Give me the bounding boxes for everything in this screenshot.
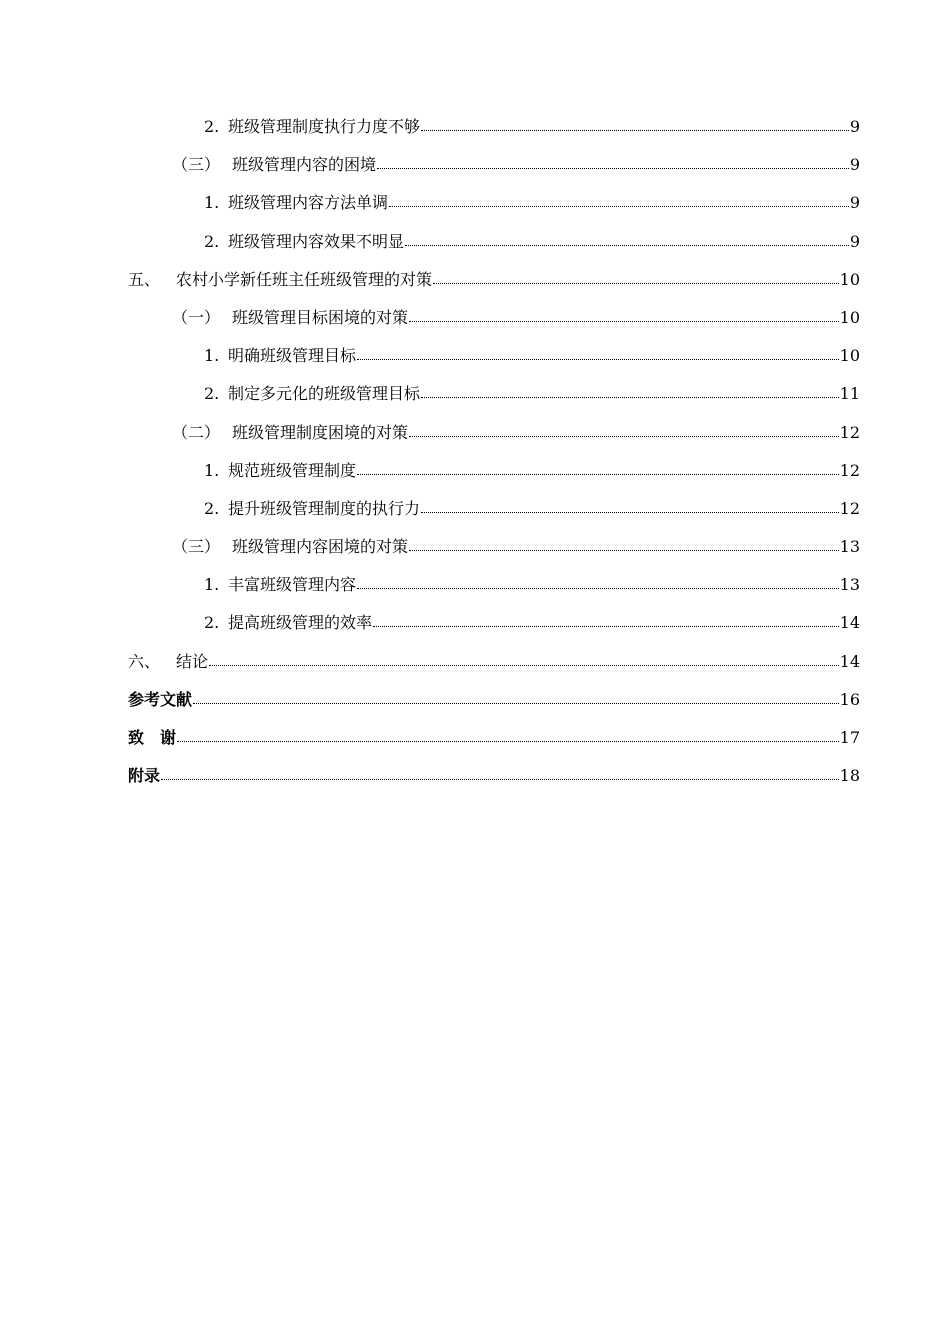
toc-entry-page: 10 bbox=[839, 307, 860, 327]
toc-entry-number: 1. bbox=[204, 460, 220, 480]
toc-entry[interactable] bbox=[128, 604, 860, 642]
toc-entry-title: 班级管理内容效果不明显 bbox=[228, 231, 405, 251]
toc-entry-title: 明确班级管理目标 bbox=[228, 346, 357, 366]
toc-entry-title: 班级管理内容方法单调 bbox=[228, 193, 389, 213]
toc-entry-title: 提升班级管理制度的执行力 bbox=[228, 498, 421, 518]
toc-entry-title: 农村小学新任班主任班级管理的对策 bbox=[176, 269, 433, 289]
toc-dot-leader bbox=[357, 460, 839, 476]
toc-entry[interactable] bbox=[128, 528, 860, 566]
toc-dot-leader bbox=[177, 727, 839, 743]
toc-entry-page: 10 bbox=[839, 346, 860, 366]
toc-entry[interactable] bbox=[128, 337, 860, 375]
toc-entry[interactable] bbox=[128, 490, 860, 528]
toc-dot-leader bbox=[421, 116, 849, 132]
toc-entry-page: 11 bbox=[839, 384, 860, 404]
toc-entry[interactable] bbox=[128, 184, 860, 222]
toc-entry-page: 18 bbox=[839, 766, 860, 786]
toc-entry-title: 参考文献 bbox=[128, 689, 193, 709]
table-of-contents bbox=[128, 108, 860, 795]
toc-entry-page: 9 bbox=[849, 117, 860, 136]
toc-entry-title: 附录 bbox=[128, 766, 161, 786]
toc-entry[interactable] bbox=[128, 261, 860, 299]
toc-entry-title: 提高班级管理的效率 bbox=[228, 613, 373, 633]
toc-entry-page: 14 bbox=[839, 613, 860, 633]
toc-entry-page: 12 bbox=[839, 422, 860, 442]
toc-entry-number: （一） bbox=[172, 307, 221, 327]
toc-entry-page: 9 bbox=[849, 155, 860, 175]
toc-entry-page: 10 bbox=[839, 269, 860, 289]
toc-entry[interactable] bbox=[128, 414, 860, 452]
toc-dot-leader bbox=[405, 231, 849, 247]
toc-dot-leader bbox=[421, 383, 839, 399]
toc-dot-leader bbox=[209, 651, 839, 667]
toc-entry[interactable] bbox=[128, 566, 860, 604]
toc-entry-title: 致 谢 bbox=[128, 728, 177, 747]
toc-entry[interactable] bbox=[128, 146, 860, 184]
toc-entry-page: 14 bbox=[839, 651, 860, 671]
toc-entry-title: 班级管理制度执行力度不够 bbox=[228, 117, 421, 136]
toc-dot-leader bbox=[421, 498, 839, 514]
toc-entry-number: 2. bbox=[204, 613, 220, 633]
toc-entry-number: 2. bbox=[204, 231, 220, 251]
toc-entry-page: 16 bbox=[839, 689, 860, 709]
toc-entry-acknowledgements[interactable] bbox=[128, 719, 860, 757]
toc-entry-page: 13 bbox=[839, 537, 860, 557]
toc-entry[interactable] bbox=[128, 375, 860, 413]
toc-entry-page: 9 bbox=[849, 231, 860, 251]
toc-entry[interactable] bbox=[128, 299, 860, 337]
toc-entry-number: 2. bbox=[204, 498, 220, 518]
toc-entry[interactable] bbox=[128, 643, 860, 681]
toc-entry-title: 班级管理内容的困境 bbox=[232, 155, 377, 175]
toc-dot-leader bbox=[373, 612, 839, 628]
toc-dot-leader bbox=[161, 765, 839, 781]
toc-dot-leader bbox=[409, 307, 839, 323]
toc-entry[interactable] bbox=[128, 108, 860, 146]
toc-entry-number: 1. bbox=[204, 346, 220, 366]
toc-entry-page: 17 bbox=[839, 728, 860, 747]
toc-entry-number: 六、 bbox=[128, 651, 161, 671]
toc-dot-leader bbox=[409, 422, 839, 438]
toc-entry-page: 9 bbox=[849, 193, 860, 213]
toc-entry-page: 12 bbox=[839, 460, 860, 480]
toc-entry[interactable] bbox=[128, 452, 860, 490]
toc-entry-number: 五、 bbox=[128, 269, 161, 289]
toc-entry-number: （三） bbox=[172, 537, 221, 557]
toc-entry-appendix[interactable] bbox=[128, 757, 860, 795]
toc-entry-number: 1. bbox=[204, 193, 220, 213]
toc-entry-page: 13 bbox=[839, 575, 860, 595]
toc-entry-title: 结论 bbox=[176, 651, 209, 671]
toc-dot-leader bbox=[193, 689, 839, 705]
toc-dot-leader bbox=[357, 574, 839, 590]
toc-entry-title: 班级管理内容困境的对策 bbox=[232, 537, 409, 557]
toc-entry-number: 1. bbox=[204, 575, 220, 595]
toc-entry-number: （二） bbox=[172, 422, 221, 442]
toc-entry-title: 班级管理制度困境的对策 bbox=[232, 422, 409, 442]
toc-dot-leader bbox=[377, 154, 849, 170]
toc-dot-leader bbox=[433, 269, 839, 285]
toc-dot-leader bbox=[409, 536, 839, 552]
toc-dot-leader bbox=[357, 345, 839, 361]
toc-entry-title: 班级管理目标困境的对策 bbox=[232, 307, 409, 327]
toc-entry-title: 制定多元化的班级管理目标 bbox=[228, 384, 421, 404]
toc-entry-title: 规范班级管理制度 bbox=[228, 460, 357, 480]
toc-entry-page: 12 bbox=[839, 498, 860, 518]
toc-entry-title: 丰富班级管理内容 bbox=[228, 575, 357, 595]
toc-dot-leader bbox=[389, 192, 849, 208]
toc-entry-number: 2. bbox=[204, 384, 220, 404]
toc-entry-number: （三） bbox=[172, 155, 221, 175]
toc-entry-number: 2. bbox=[204, 117, 220, 136]
toc-entry[interactable] bbox=[128, 223, 860, 261]
toc-entry-references[interactable] bbox=[128, 681, 860, 719]
